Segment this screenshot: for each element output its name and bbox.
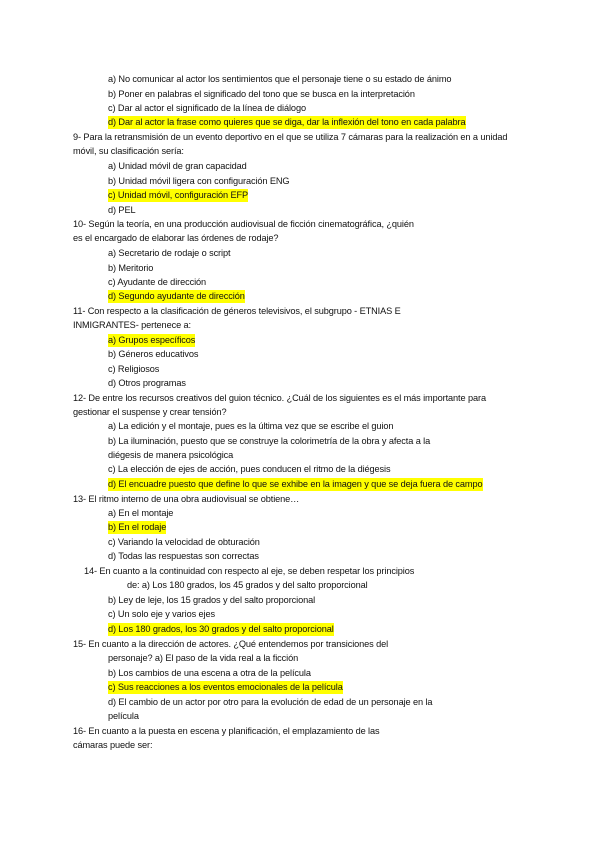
text-line: d) El cambio de un actor por otro para la evolución de edad de un personaje en la [108,697,433,707]
text-line: c) Un solo eje y varios ejes [108,609,215,619]
question-line: gestionar el suspense y crear tensión? [73,407,227,417]
question-line: cámaras puede ser: [73,740,153,750]
text-line: b) Ley de leje, los 15 grados y del salto proporcional [108,595,316,605]
highlighted-answer: d) Dar al actor la frase como quieres que se diga, dar la inflexión del tono en cada palabra [108,117,466,127]
question-line: 9- Para la retransmisión de un evento deportivo en el que se utiliza 7 cámaras para la realización en a unidad [73,132,508,142]
text-line: c) La elección de ejes de acción, pues conducen el ritmo de la diégesis [108,464,391,474]
highlighted-answer: d) Los 180 grados, los 30 grados y del salto proporcional [108,624,334,634]
text-line: a) La edición y el montaje, pues es la última vez que se escribe el guion [108,421,394,431]
text-line: b) Unidad móvil ligera con configuración ENG [108,176,290,186]
question-line: es el encargado de elaborar las órdenes de rodaje? [73,233,279,243]
text-line: a) Secretario de rodaje o script [108,248,231,258]
question-line: 12- De entre los recursos creativos del guion técnico. ¿Cuál de los siguientes es el más importante para [73,393,486,403]
highlighted-answer: b) En el rodaje [108,522,167,532]
text-line: c) Ayudante de dirección [108,277,207,287]
text-line: c) Dar al actor el significado de la línea de diálogo [108,103,306,113]
text-line: d) Otros programas [108,378,186,388]
text-line: d) Todas las respuestas son correctas [108,551,259,561]
question-line: 16- En cuanto a la puesta en escena y planificación, el emplazamiento de las [73,726,380,736]
text-line: a) Unidad móvil de gran capacidad [108,161,247,171]
highlighted-answer: c) Sus reacciones a los eventos emocionales de la película [108,682,343,692]
question-line: 14- En cuanto a la continuidad con respecto al eje, se deben respetar los principios [84,566,415,576]
highlighted-answer: d) Segundo ayudante de dirección [108,291,245,301]
text-line: película [108,711,139,721]
text-line: de: a) Los 180 grados, los 45 grados y del salto proporcional [127,580,368,590]
question-line: 11- Con respecto a la clasificación de géneros televisivos, el subgrupo - ETNIAS E [73,306,401,316]
text-line: b) La iluminación, puesto que se construye la colorimetría de la obra y afecta a la [108,436,431,446]
text-line: personaje? a) El paso de la vida real a la ficción [108,653,299,663]
text-line: b) Géneros educativos [108,349,199,359]
text-line: a) En el montaje [108,508,174,518]
highlighted-answer: d) El encuadre puesto que define lo que se exhibe en la imagen y que se deja fuera de campo [108,479,483,489]
question-line: 10- Según la teoría, en una producción audiovisual de ficción cinematográfica, ¿quién [73,219,414,229]
question-line: 13- El ritmo interno de una obra audiovisual se obtiene… [73,494,300,504]
highlighted-answer: a) Grupos específicos [108,335,196,345]
highlighted-answer: c) Unidad móvil, configuración EFP [108,190,249,200]
text-line: b) Poner en palabras el significado del tono que se busca en la interpretación [108,89,415,99]
question-line: móvil, su clasificación sería: [73,146,184,156]
text-line: diégesis de manera psicológica [108,450,234,460]
text-line: c) Religiosos [108,364,160,374]
question-line: 15- En cuanto a la dirección de actores. ¿Qué entendemos por transiciones del [73,639,389,649]
text-line: b) Meritorio [108,263,154,273]
question-line: INMIGRANTES- pertenece a: [73,320,191,330]
text-line: c) Variando la velocidad de obturación [108,537,260,547]
text-line: d) PEL [108,205,136,215]
text-line: a) No comunicar al actor los sentimientos que el personaje tiene o su estado de ánimo [108,74,452,84]
text-line: b) Los cambios de una escena a otra de la película [108,668,311,678]
